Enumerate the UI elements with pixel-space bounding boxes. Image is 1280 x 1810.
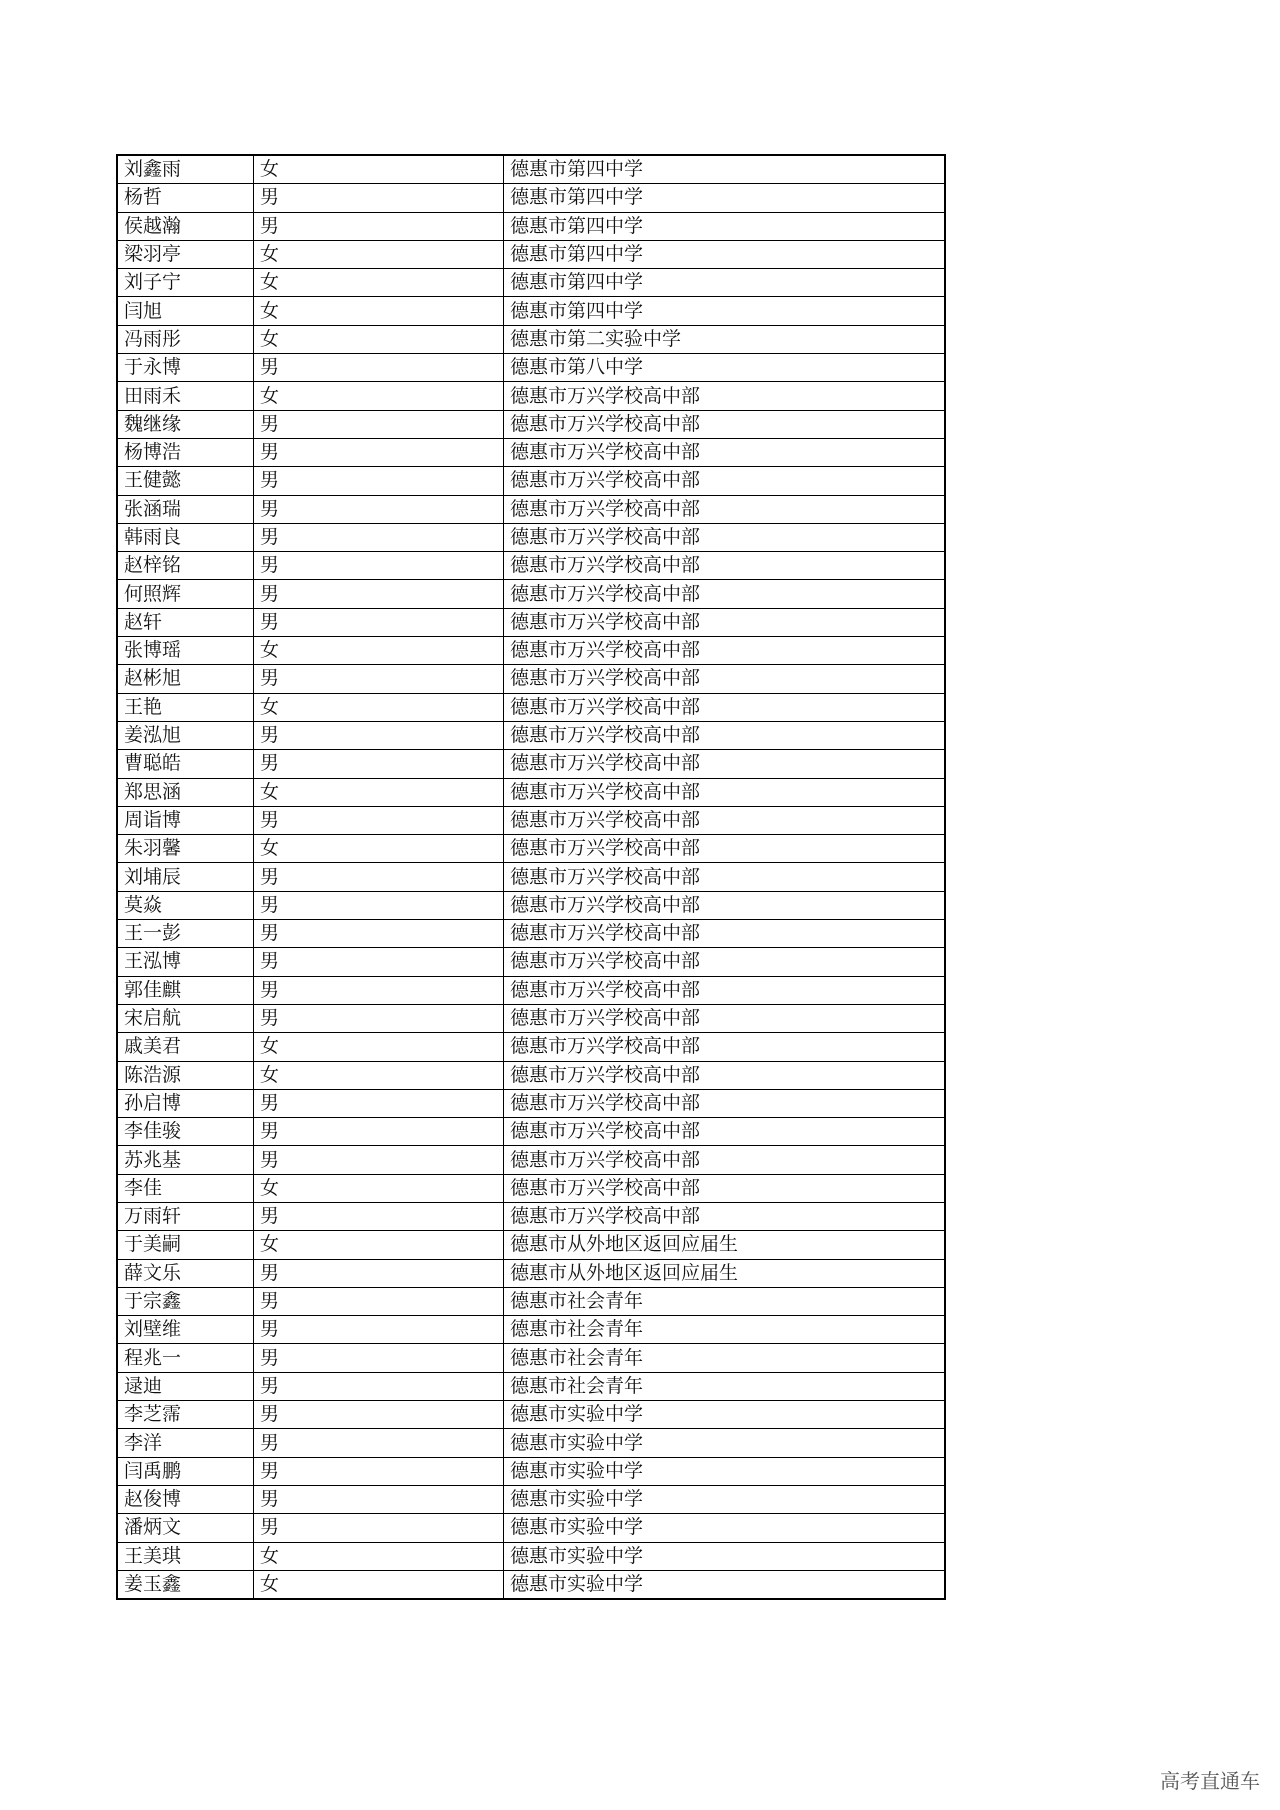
school-cell: 德惠市从外地区返回应届生 <box>504 1231 946 1259</box>
school-cell: 德惠市万兴学校高中部 <box>504 721 946 749</box>
gender-cell: 女 <box>254 1174 504 1202</box>
name-cell: 王美琪 <box>117 1542 254 1570</box>
gender-cell: 男 <box>254 1401 504 1429</box>
school-cell: 德惠市万兴学校高中部 <box>504 976 946 1004</box>
school-cell: 德惠市实验中学 <box>504 1542 946 1570</box>
table-row <box>117 778 945 806</box>
table-row <box>117 438 945 466</box>
name-cell: 刘子宁 <box>117 269 254 297</box>
gender-cell: 男 <box>254 1457 504 1485</box>
school-cell: 德惠市实验中学 <box>504 1570 946 1599</box>
gender-cell: 男 <box>254 1485 504 1513</box>
school-cell: 德惠市万兴学校高中部 <box>504 1174 946 1202</box>
table-row <box>117 354 945 382</box>
name-cell: 刘埔辰 <box>117 863 254 891</box>
table-row <box>117 184 945 212</box>
school-cell: 德惠市万兴学校高中部 <box>504 750 946 778</box>
gender-cell: 男 <box>254 1259 504 1287</box>
gender-cell: 男 <box>254 1429 504 1457</box>
gender-cell: 女 <box>254 382 504 410</box>
school-cell: 德惠市万兴学校高中部 <box>504 1202 946 1230</box>
table-row <box>117 1514 945 1542</box>
gender-cell: 男 <box>254 665 504 693</box>
name-cell: 姜泓旭 <box>117 721 254 749</box>
school-cell: 德惠市万兴学校高中部 <box>504 863 946 891</box>
name-cell: 曹聪皓 <box>117 750 254 778</box>
table-row <box>117 693 945 721</box>
school-cell: 德惠市实验中学 <box>504 1485 946 1513</box>
gender-cell: 男 <box>254 1004 504 1032</box>
name-cell: 宋启航 <box>117 1004 254 1032</box>
school-cell: 德惠市万兴学校高中部 <box>504 438 946 466</box>
table-row <box>117 665 945 693</box>
table-row <box>117 721 945 749</box>
name-cell: 魏继缘 <box>117 410 254 438</box>
table-row <box>117 1174 945 1202</box>
name-cell: 李佳 <box>117 1174 254 1202</box>
school-cell: 德惠市第四中学 <box>504 184 946 212</box>
table-row <box>117 467 945 495</box>
gender-cell: 男 <box>254 608 504 636</box>
school-cell: 德惠市万兴学校高中部 <box>504 637 946 665</box>
table-row <box>117 1004 945 1032</box>
gender-cell: 男 <box>254 580 504 608</box>
table-row <box>117 410 945 438</box>
school-cell: 德惠市万兴学校高中部 <box>504 1033 946 1061</box>
table-row <box>117 1429 945 1457</box>
gender-cell: 男 <box>254 1316 504 1344</box>
name-cell: 戚美君 <box>117 1033 254 1061</box>
gender-cell: 男 <box>254 438 504 466</box>
table-row <box>117 608 945 636</box>
gender-cell: 男 <box>254 1202 504 1230</box>
school-cell: 德惠市万兴学校高中部 <box>504 495 946 523</box>
table-row <box>117 1372 945 1400</box>
table-row <box>117 806 945 834</box>
table-row <box>117 382 945 410</box>
name-cell: 赵梓铭 <box>117 552 254 580</box>
name-cell: 赵轩 <box>117 608 254 636</box>
school-cell: 德惠市万兴学校高中部 <box>504 806 946 834</box>
school-cell: 德惠市第二实验中学 <box>504 325 946 353</box>
name-cell: 赵彬旭 <box>117 665 254 693</box>
name-cell: 周诣博 <box>117 806 254 834</box>
name-cell: 万雨轩 <box>117 1202 254 1230</box>
gender-cell: 女 <box>254 1542 504 1570</box>
name-cell: 莫焱 <box>117 891 254 919</box>
table-row <box>117 835 945 863</box>
name-cell: 薛文乐 <box>117 1259 254 1287</box>
table-row <box>117 920 945 948</box>
gender-cell: 男 <box>254 863 504 891</box>
gender-cell: 男 <box>254 976 504 1004</box>
table-row <box>117 1457 945 1485</box>
gender-cell: 男 <box>254 721 504 749</box>
gender-cell: 女 <box>254 1033 504 1061</box>
gender-cell: 女 <box>254 297 504 325</box>
table-row <box>117 240 945 268</box>
name-cell: 孙启博 <box>117 1089 254 1117</box>
gender-cell: 男 <box>254 495 504 523</box>
name-cell: 张博瑶 <box>117 637 254 665</box>
name-cell: 王泓博 <box>117 948 254 976</box>
table-row <box>117 1259 945 1287</box>
school-cell: 德惠市万兴学校高中部 <box>504 523 946 551</box>
school-cell: 德惠市万兴学校高中部 <box>504 1004 946 1032</box>
name-cell: 于美嗣 <box>117 1231 254 1259</box>
table-row <box>117 1316 945 1344</box>
gender-cell: 女 <box>254 1570 504 1599</box>
name-cell: 冯雨彤 <box>117 325 254 353</box>
table-row <box>117 1202 945 1230</box>
school-cell: 德惠市第八中学 <box>504 354 946 382</box>
gender-cell: 男 <box>254 948 504 976</box>
name-cell: 杨哲 <box>117 184 254 212</box>
name-cell: 程兆一 <box>117 1344 254 1372</box>
school-cell: 德惠市第四中学 <box>504 297 946 325</box>
table-row <box>117 269 945 297</box>
school-cell: 德惠市万兴学校高中部 <box>504 467 946 495</box>
gender-cell: 男 <box>254 806 504 834</box>
gender-cell: 女 <box>254 240 504 268</box>
watermark: 高考直通车 <box>1160 1769 1260 1793</box>
name-cell: 李佳骏 <box>117 1118 254 1146</box>
gender-cell: 女 <box>254 1061 504 1089</box>
school-cell: 德惠市万兴学校高中部 <box>504 410 946 438</box>
school-cell: 德惠市社会青年 <box>504 1344 946 1372</box>
gender-cell: 男 <box>254 1118 504 1146</box>
table-row <box>117 1146 945 1174</box>
name-cell: 张涵瑞 <box>117 495 254 523</box>
table-row <box>117 948 945 976</box>
table-row <box>117 863 945 891</box>
gender-cell: 女 <box>254 835 504 863</box>
table-row <box>117 552 945 580</box>
table-row <box>117 1061 945 1089</box>
school-cell: 德惠市万兴学校高中部 <box>504 1118 946 1146</box>
gender-cell: 女 <box>254 325 504 353</box>
school-cell: 德惠市万兴学校高中部 <box>504 948 946 976</box>
gender-cell: 男 <box>254 552 504 580</box>
name-cell: 闫禹鹏 <box>117 1457 254 1485</box>
gender-cell: 男 <box>254 354 504 382</box>
table-row <box>117 1542 945 1570</box>
school-cell: 德惠市万兴学校高中部 <box>504 891 946 919</box>
school-cell: 德惠市实验中学 <box>504 1401 946 1429</box>
table-row <box>117 1089 945 1117</box>
gender-cell: 男 <box>254 523 504 551</box>
school-cell: 德惠市实验中学 <box>504 1457 946 1485</box>
gender-cell: 男 <box>254 1344 504 1372</box>
roster-table <box>116 154 946 1600</box>
gender-cell: 男 <box>254 410 504 438</box>
name-cell: 杨博浩 <box>117 438 254 466</box>
gender-cell: 男 <box>254 891 504 919</box>
gender-cell: 女 <box>254 269 504 297</box>
table-row <box>117 637 945 665</box>
table-row <box>117 1287 945 1315</box>
table-row <box>117 1344 945 1372</box>
school-cell: 德惠市万兴学校高中部 <box>504 382 946 410</box>
gender-cell: 女 <box>254 693 504 721</box>
gender-cell: 男 <box>254 184 504 212</box>
table-row <box>117 1118 945 1146</box>
gender-cell: 女 <box>254 637 504 665</box>
gender-cell: 男 <box>254 1372 504 1400</box>
name-cell: 王一彭 <box>117 920 254 948</box>
school-cell: 德惠市万兴学校高中部 <box>504 778 946 806</box>
table-row <box>117 976 945 1004</box>
school-cell: 德惠市社会青年 <box>504 1287 946 1315</box>
school-cell: 德惠市万兴学校高中部 <box>504 608 946 636</box>
school-cell: 德惠市万兴学校高中部 <box>504 835 946 863</box>
gender-cell: 女 <box>254 1231 504 1259</box>
school-cell: 德惠市第四中学 <box>504 212 946 240</box>
table-row <box>117 1033 945 1061</box>
gender-cell: 女 <box>254 155 504 184</box>
name-cell: 于宗鑫 <box>117 1287 254 1315</box>
table-row <box>117 155 945 184</box>
name-cell: 梁羽亭 <box>117 240 254 268</box>
gender-cell: 男 <box>254 1146 504 1174</box>
school-cell: 德惠市万兴学校高中部 <box>504 1089 946 1117</box>
name-cell: 姜玉鑫 <box>117 1570 254 1599</box>
name-cell: 朱羽馨 <box>117 835 254 863</box>
gender-cell: 男 <box>254 920 504 948</box>
gender-cell: 男 <box>254 467 504 495</box>
school-cell: 德惠市社会青年 <box>504 1372 946 1400</box>
table-row <box>117 1231 945 1259</box>
table-row <box>117 297 945 325</box>
school-cell: 德惠市第四中学 <box>504 240 946 268</box>
table-row <box>117 1485 945 1513</box>
table-row <box>117 212 945 240</box>
gender-cell: 男 <box>254 212 504 240</box>
name-cell: 陈浩源 <box>117 1061 254 1089</box>
table-row <box>117 580 945 608</box>
name-cell: 苏兆基 <box>117 1146 254 1174</box>
name-cell: 韩雨良 <box>117 523 254 551</box>
name-cell: 赵俊博 <box>117 1485 254 1513</box>
gender-cell: 男 <box>254 1514 504 1542</box>
name-cell: 何照辉 <box>117 580 254 608</box>
table-row <box>117 1570 945 1599</box>
school-cell: 德惠市万兴学校高中部 <box>504 1061 946 1089</box>
school-cell: 德惠市第四中学 <box>504 269 946 297</box>
school-cell: 德惠市万兴学校高中部 <box>504 580 946 608</box>
school-cell: 德惠市万兴学校高中部 <box>504 1146 946 1174</box>
school-cell: 德惠市从外地区返回应届生 <box>504 1259 946 1287</box>
name-cell: 逯迪 <box>117 1372 254 1400</box>
school-cell: 德惠市万兴学校高中部 <box>504 693 946 721</box>
name-cell: 郭佳麒 <box>117 976 254 1004</box>
table-row <box>117 1401 945 1429</box>
school-cell: 德惠市第四中学 <box>504 155 946 184</box>
school-cell: 德惠市万兴学校高中部 <box>504 552 946 580</box>
name-cell: 王健懿 <box>117 467 254 495</box>
name-cell: 李芝霈 <box>117 1401 254 1429</box>
table-row <box>117 325 945 353</box>
school-cell: 德惠市万兴学校高中部 <box>504 920 946 948</box>
gender-cell: 男 <box>254 1089 504 1117</box>
name-cell: 潘炳文 <box>117 1514 254 1542</box>
name-cell: 于永博 <box>117 354 254 382</box>
table-row <box>117 750 945 778</box>
name-cell: 王艳 <box>117 693 254 721</box>
name-cell: 李洋 <box>117 1429 254 1457</box>
name-cell: 田雨禾 <box>117 382 254 410</box>
gender-cell: 男 <box>254 1287 504 1315</box>
school-cell: 德惠市实验中学 <box>504 1429 946 1457</box>
table-row <box>117 891 945 919</box>
name-cell: 侯越瀚 <box>117 212 254 240</box>
table-row <box>117 523 945 551</box>
gender-cell: 女 <box>254 778 504 806</box>
school-cell: 德惠市实验中学 <box>504 1514 946 1542</box>
name-cell: 刘鑫雨 <box>117 155 254 184</box>
name-cell: 闫旭 <box>117 297 254 325</box>
table-row <box>117 495 945 523</box>
gender-cell: 男 <box>254 750 504 778</box>
name-cell: 郑思涵 <box>117 778 254 806</box>
school-cell: 德惠市社会青年 <box>504 1316 946 1344</box>
roster-body <box>117 155 945 1599</box>
name-cell: 刘壁维 <box>117 1316 254 1344</box>
school-cell: 德惠市万兴学校高中部 <box>504 665 946 693</box>
